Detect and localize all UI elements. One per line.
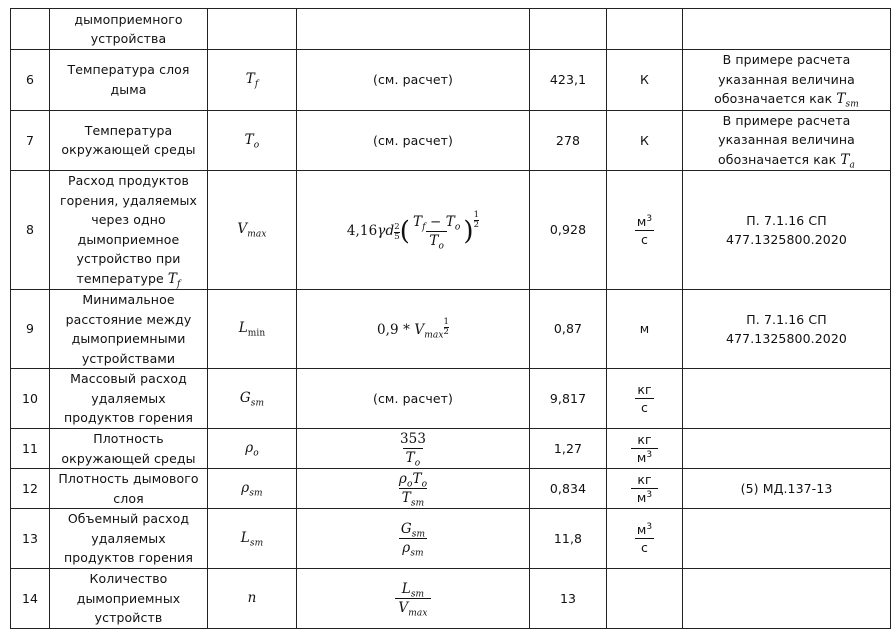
unit: К [607,50,683,111]
note: П. 7.1.16 СП 477.1325800.2020 [683,290,891,369]
parameter-symbol: $T_o$ [208,110,297,171]
formula: $0,9 * V_{max}$ $\frac{1}{2}$ [297,290,530,369]
row-number: 7 [11,110,50,171]
value: 9,817 [530,369,607,429]
parameter-name: дымоприемного устройства [50,9,208,50]
parameter-name: Минимальное расстояние между дымоприемными устройствами [50,290,208,369]
table-row-13 [11,509,891,569]
table-row-9 [11,290,891,369]
row-number: 13 [11,509,50,569]
formula: $\frac{353}{T_o}$ [297,429,530,469]
table-row-8 [11,171,891,290]
parameter-name: Количество дымоприемных устройств [50,569,208,629]
value: 0,928 [530,171,607,290]
row-number: 6 [11,50,50,111]
formula-cell [297,9,530,50]
row-number: 14 [11,569,50,629]
table-row-11 [11,429,891,469]
unit-cell [607,569,683,629]
note: В примере расчета указанная величина обозначается как $T_a$ [683,110,891,171]
note-cell [683,509,891,569]
table-row-7 [11,110,891,171]
parameter-symbol: $V_{max}$ [208,171,297,290]
parameter-symbol: $\rho_{sm}$ [208,469,297,509]
unit: $\frac{м^3}{с}$ [607,509,683,569]
note-cell [683,9,891,50]
calculation-table [10,8,891,629]
value: 11,8 [530,509,607,569]
formula: (см. расчет) [297,369,530,429]
unit: $\frac{м^3}{с}$ [607,171,683,290]
row-number: 11 [11,429,50,469]
note-cell [683,429,891,469]
parameter-name: Температура слоя дыма [50,50,208,111]
formula: (см. расчет) [297,50,530,111]
row-number-cell [11,9,50,50]
formula: $\frac{\rho_oT_o}{T_{sm}}$ [297,469,530,509]
parameter-symbol: $T_f$ [208,50,297,111]
note: В примере расчета указанная величина обозначается как $T_{sm}$ [683,50,891,111]
value: 423,1 [530,50,607,111]
parameter-symbol: $L_{sm}$ [208,509,297,569]
unit-cell [607,9,683,50]
note: (5) МД.137-13 [683,469,891,509]
formula: $\frac{L_{sm}}{V_{max}}$ [297,569,530,629]
table-row-12 [11,469,891,509]
parameter-name: Массовый расход удаляемых продуктов горения [50,369,208,429]
parameter-name: Плотность дымового слоя [50,469,208,509]
row-number: 10 [11,369,50,429]
unit: К [607,110,683,171]
formula: (см. расчет) [297,110,530,171]
table-row-14 [11,569,891,629]
value: 278 [530,110,607,171]
table-row-6 [11,50,891,111]
formula: 4,16γd $\frac{2}{5}$ ( $\frac{T_f - T_o}{T_o}$ ) $\frac{1}{2}$ [297,171,530,290]
unit: м [607,290,683,369]
value: 0,834 [530,469,607,509]
row-number: 8 [11,171,50,290]
parameter-name: Температура окружающей среды [50,110,208,171]
row-number: 9 [11,290,50,369]
unit: $\frac{кг}{с}$ [607,369,683,429]
parameter-name: Плотность окружающей среды [50,429,208,469]
value: 13 [530,569,607,629]
parameter-name: Объемный расход удаляемых продуктов горения [50,509,208,569]
value-cell [530,9,607,50]
parameter-symbol: $G_{sm}$ [208,369,297,429]
row-number: 12 [11,469,50,509]
parameter-name: Расход продуктов горения, удаляемых через одно дымоприемное устройство при температуре $T_f$ [50,171,208,290]
unit: $\frac{кг}{м^3}$ [607,469,683,509]
parameter-symbol: $\rho_o$ [208,429,297,469]
parameter-symbol: $L_{min}$ [208,290,297,369]
table-row-10 [11,369,891,429]
parameter-symbol: n [208,569,297,629]
formula: $\frac{G_{sm}}{\rho_{sm}}$ [297,509,530,569]
symbol-cell [208,9,297,50]
unit: $\frac{кг}{м^3}$ [607,429,683,469]
note-cell [683,369,891,429]
value: 0,87 [530,290,607,369]
table-row-5-continuation [11,9,891,50]
value: 1,27 [530,429,607,469]
note: П. 7.1.16 СП 477.1325800.2020 [683,171,891,290]
note-cell [683,569,891,629]
